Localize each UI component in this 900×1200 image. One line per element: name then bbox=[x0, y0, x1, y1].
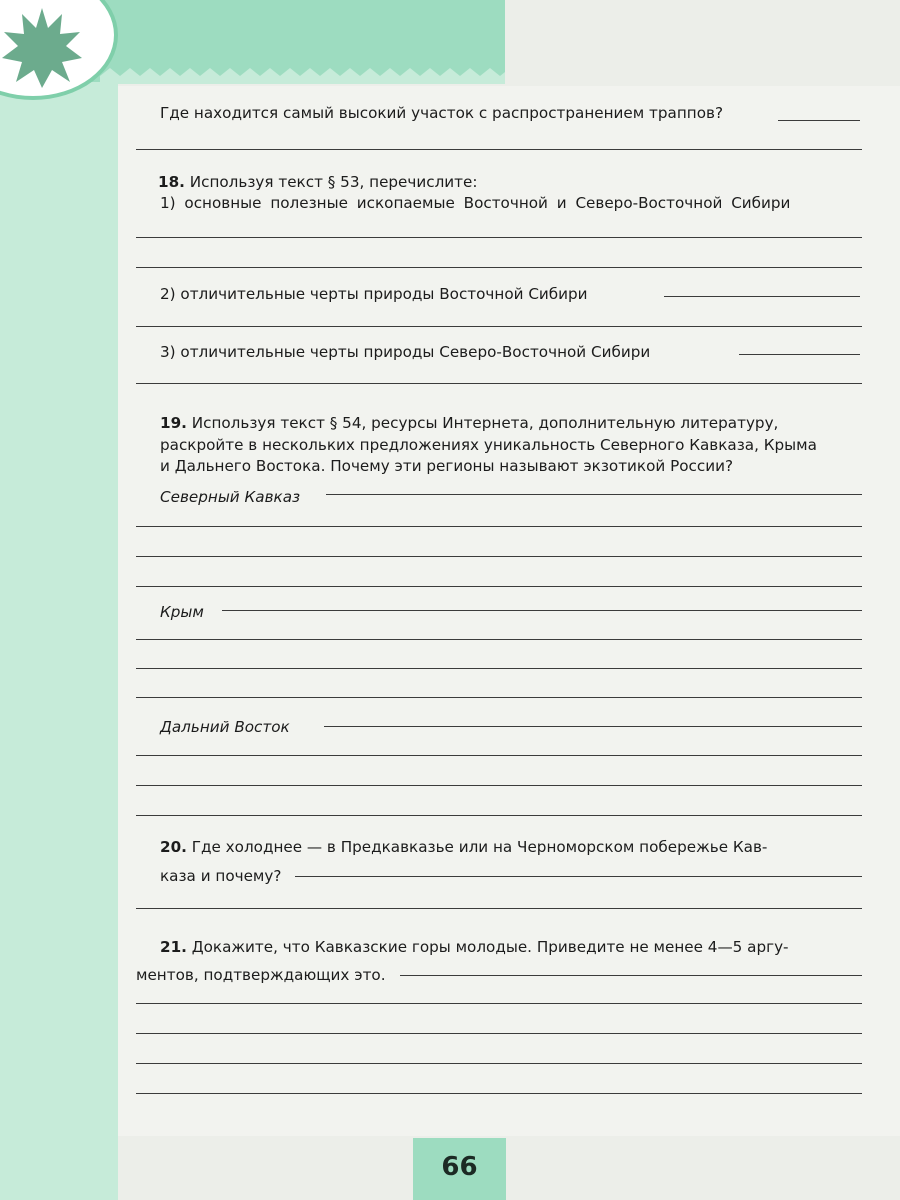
answer-line[interactable] bbox=[136, 526, 862, 527]
answer-line[interactable] bbox=[136, 697, 862, 698]
answer-line[interactable] bbox=[400, 975, 862, 976]
answer-line[interactable] bbox=[778, 120, 860, 121]
region-label-crimea: Крым bbox=[160, 603, 204, 621]
q17-question: Где находится самый высокий участок с распространением траппов? bbox=[160, 104, 724, 122]
answer-line[interactable] bbox=[136, 237, 862, 238]
q21-line-2: ментов, подтверждающих это. bbox=[136, 966, 386, 984]
q19-number: 19. bbox=[160, 414, 187, 432]
answer-line[interactable] bbox=[136, 1003, 862, 1004]
star-icon bbox=[0, 6, 84, 90]
q19-line-3: и Дальнего Востока. Почему эти регионы называют экзотикой России? bbox=[160, 457, 734, 475]
page-number-box bbox=[413, 1138, 506, 1200]
q21-number: 21. bbox=[160, 938, 187, 956]
answer-line[interactable] bbox=[136, 639, 862, 640]
q18-prompt: 18. Используя текст § 53, перечислите: bbox=[158, 173, 478, 191]
answer-line[interactable] bbox=[295, 876, 862, 877]
answer-line[interactable] bbox=[326, 494, 862, 495]
q20-line-1: 20. Где холоднее — в Предкавказье или на Черноморском побережье Кав- bbox=[160, 838, 768, 856]
answer-line[interactable] bbox=[136, 556, 862, 557]
answer-line[interactable] bbox=[136, 267, 862, 268]
region-label-caucasus: Северный Кавказ bbox=[160, 488, 301, 506]
answer-line[interactable] bbox=[136, 149, 862, 150]
page-number: 66 bbox=[441, 1152, 478, 1182]
answer-line[interactable] bbox=[136, 1033, 862, 1034]
q19-line-2: раскройте в нескольких предложениях уникальность Северного Кавказа, Крыма bbox=[160, 436, 817, 454]
q20-number: 20. bbox=[160, 838, 187, 856]
answer-line[interactable] bbox=[136, 1063, 862, 1064]
answer-line[interactable] bbox=[222, 610, 862, 611]
q18-item-3: 3) отличительные черты природы Северо-Восточной Сибири bbox=[160, 343, 651, 361]
answer-line[interactable] bbox=[136, 755, 862, 756]
answer-line[interactable] bbox=[739, 354, 860, 355]
q21-line-1: 21. Докажите, что Кавказские горы молодые. Приведите не менее 4—5 аргу- bbox=[160, 938, 789, 956]
answer-line[interactable] bbox=[136, 785, 862, 786]
q18-number: 18. bbox=[158, 173, 185, 191]
answer-line[interactable] bbox=[136, 1093, 862, 1094]
answer-line[interactable] bbox=[136, 815, 862, 816]
q18-item-2: 2) отличительные черты природы Восточной Сибири bbox=[160, 285, 588, 303]
answer-line[interactable] bbox=[136, 908, 862, 909]
q19-line-1: 19. Используя текст § 54, ресурсы Интернета, дополнительную литературу, bbox=[160, 414, 779, 432]
answer-line[interactable] bbox=[664, 296, 860, 297]
answer-line[interactable] bbox=[136, 383, 862, 384]
answer-line[interactable] bbox=[136, 326, 862, 327]
q20-line-2: каза и почему? bbox=[160, 867, 282, 885]
left-margin-band bbox=[0, 0, 118, 1200]
answer-line[interactable] bbox=[136, 586, 862, 587]
answer-line[interactable] bbox=[324, 726, 862, 727]
q18-item-1: 1) основные полезные ископаемые Восточной и Северо-Восточной Сибири bbox=[160, 194, 791, 212]
region-label-far-east: Дальний Восток bbox=[160, 718, 290, 736]
answer-line[interactable] bbox=[136, 668, 862, 669]
zigzag-border bbox=[100, 68, 505, 84]
